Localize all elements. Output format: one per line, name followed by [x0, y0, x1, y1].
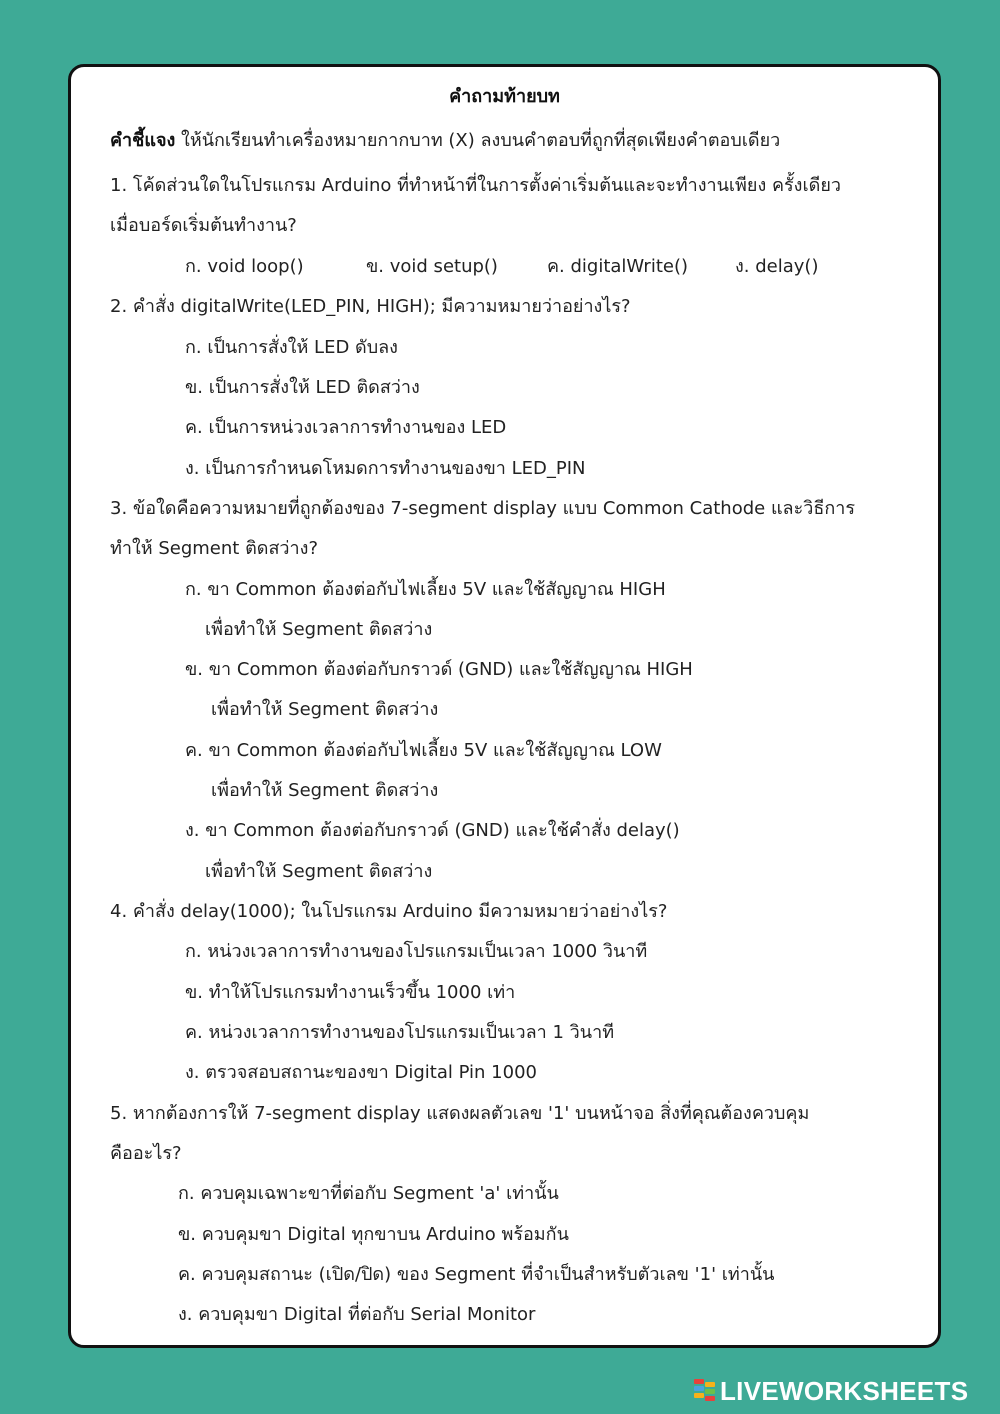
- q1-option-b[interactable]: ข. void setup(): [366, 256, 498, 277]
- q3-option-b-cont: เพื่อทำให้ Segment ติดสว่าง: [211, 699, 439, 720]
- q4-option-b[interactable]: ข. ทำให้โปรแกรมทำงานเร็วขึ้น 1000 เท่า: [185, 982, 516, 1003]
- q5-option-c[interactable]: ค. ควบคุมสถานะ (เปิด/ปิด) ของ Segment ที่จำเป็นสำหรับตัวเลข '1' เท่านั้น: [178, 1264, 775, 1285]
- question-5-text: 5. หากต้องการให้ 7-segment display แสดงผลตัวเลข '1' บนหน้าจอ สิ่งที่คุณต้องควบคุม: [110, 1103, 810, 1124]
- q4-option-d[interactable]: ง. ตรวจสอบสถานะของขา Digital Pin 1000: [185, 1062, 537, 1083]
- q1-option-d[interactable]: ง. delay(): [735, 256, 819, 277]
- q1-option-a[interactable]: ก. void loop(): [185, 256, 304, 277]
- q2-option-c[interactable]: ค. เป็นการหน่วงเวลาการทำงานของ LED: [185, 417, 507, 438]
- instructions-label: คำชี้แจง: [110, 130, 176, 151]
- q3-option-b[interactable]: ข. ขา Common ต้องต่อกับกราวด์ (GND) และใช้สัญญาณ HIGH: [185, 659, 693, 680]
- q2-option-a[interactable]: ก. เป็นการสั่งให้ LED ดับลง: [185, 337, 398, 358]
- question-2-text: 2. คำสั่ง digitalWrite(LED_PIN, HIGH); มีความหมายว่าอย่างไร?: [110, 296, 631, 317]
- q5-option-d[interactable]: ง. ควบคุมขา Digital ที่ต่อกับ Serial Monitor: [178, 1304, 536, 1325]
- q2-option-d[interactable]: ง. เป็นการกำหนดโหมดการทำงานของขา LED_PIN: [185, 458, 586, 479]
- q3-option-c[interactable]: ค. ขา Common ต้องต่อกับไฟเลี้ยง 5V และใช้สัญญาณ LOW: [185, 740, 662, 761]
- q3-option-c-cont: เพื่อทำให้ Segment ติดสว่าง: [211, 780, 439, 801]
- question-3-text: 3. ข้อใดคือความหมายที่ถูกต้องของ 7-segment display แบบ Common Cathode และวิธีการ: [110, 498, 856, 519]
- q3-option-d[interactable]: ง. ขา Common ต้องต่อกับกราวด์ (GND) และใช้คำสั่ง delay(): [185, 820, 680, 841]
- question-3-text-cont: ทำให้ Segment ติดสว่าง?: [110, 538, 318, 559]
- liveworksheets-wordmark: LIVEWORKSHEETS: [720, 1375, 969, 1406]
- q1-option-c[interactable]: ค. digitalWrite(): [547, 256, 688, 277]
- q5-option-a[interactable]: ก. ควบคุมเฉพาะขาที่ต่อกับ Segment 'a' เท่านั้น: [178, 1183, 559, 1204]
- instructions-text: ให้นักเรียนทำเครื่องหมายกากบาท (X) ลงบนคำตอบที่ถูกที่สุดเพียงคำตอบเดียว: [175, 130, 781, 151]
- q3-option-a-cont: เพื่อทำให้ Segment ติดสว่าง: [205, 619, 433, 640]
- page-title: คำถามท้ายบท: [449, 86, 560, 107]
- q3-option-d-cont: เพื่อทำให้ Segment ติดสว่าง: [205, 861, 433, 882]
- liveworksheets-logo[interactable]: [694, 1376, 968, 1406]
- q4-option-a[interactable]: ก. หน่วงเวลาการทำงานของโปรแกรมเป็นเวลา 1000 วินาที: [185, 941, 648, 962]
- liveworksheets-icon: [694, 1379, 716, 1403]
- question-5-text-cont: คืออะไร?: [110, 1143, 182, 1164]
- q2-option-b[interactable]: ข. เป็นการสั่งให้ LED ติดสว่าง: [185, 377, 420, 398]
- question-1-text: 1. โค้ดส่วนใดในโปรแกรม Arduino ที่ทำหน้าที่ในการตั้งค่าเริ่มต้นและจะทำงานเพียง ครั้งเดียว: [110, 175, 841, 196]
- q4-option-c[interactable]: ค. หน่วงเวลาการทำงานของโปรแกรมเป็นเวลา 1 วินาที: [185, 1022, 615, 1043]
- question-4-text: 4. คำสั่ง delay(1000); ในโปรแกรม Arduino มีความหมายว่าอย่างไร?: [110, 901, 668, 922]
- q3-option-a[interactable]: ก. ขา Common ต้องต่อกับไฟเลี้ยง 5V และใช้สัญญาณ HIGH: [185, 579, 666, 600]
- question-1-text-cont: เมื่อบอร์ดเริ่มต้นทำงาน?: [110, 215, 297, 236]
- instructions: [110, 128, 780, 154]
- q5-option-b[interactable]: ข. ควบคุมขา Digital ทุกขาบน Arduino พร้อมกัน: [178, 1224, 569, 1245]
- worksheet-card: [68, 64, 941, 1348]
